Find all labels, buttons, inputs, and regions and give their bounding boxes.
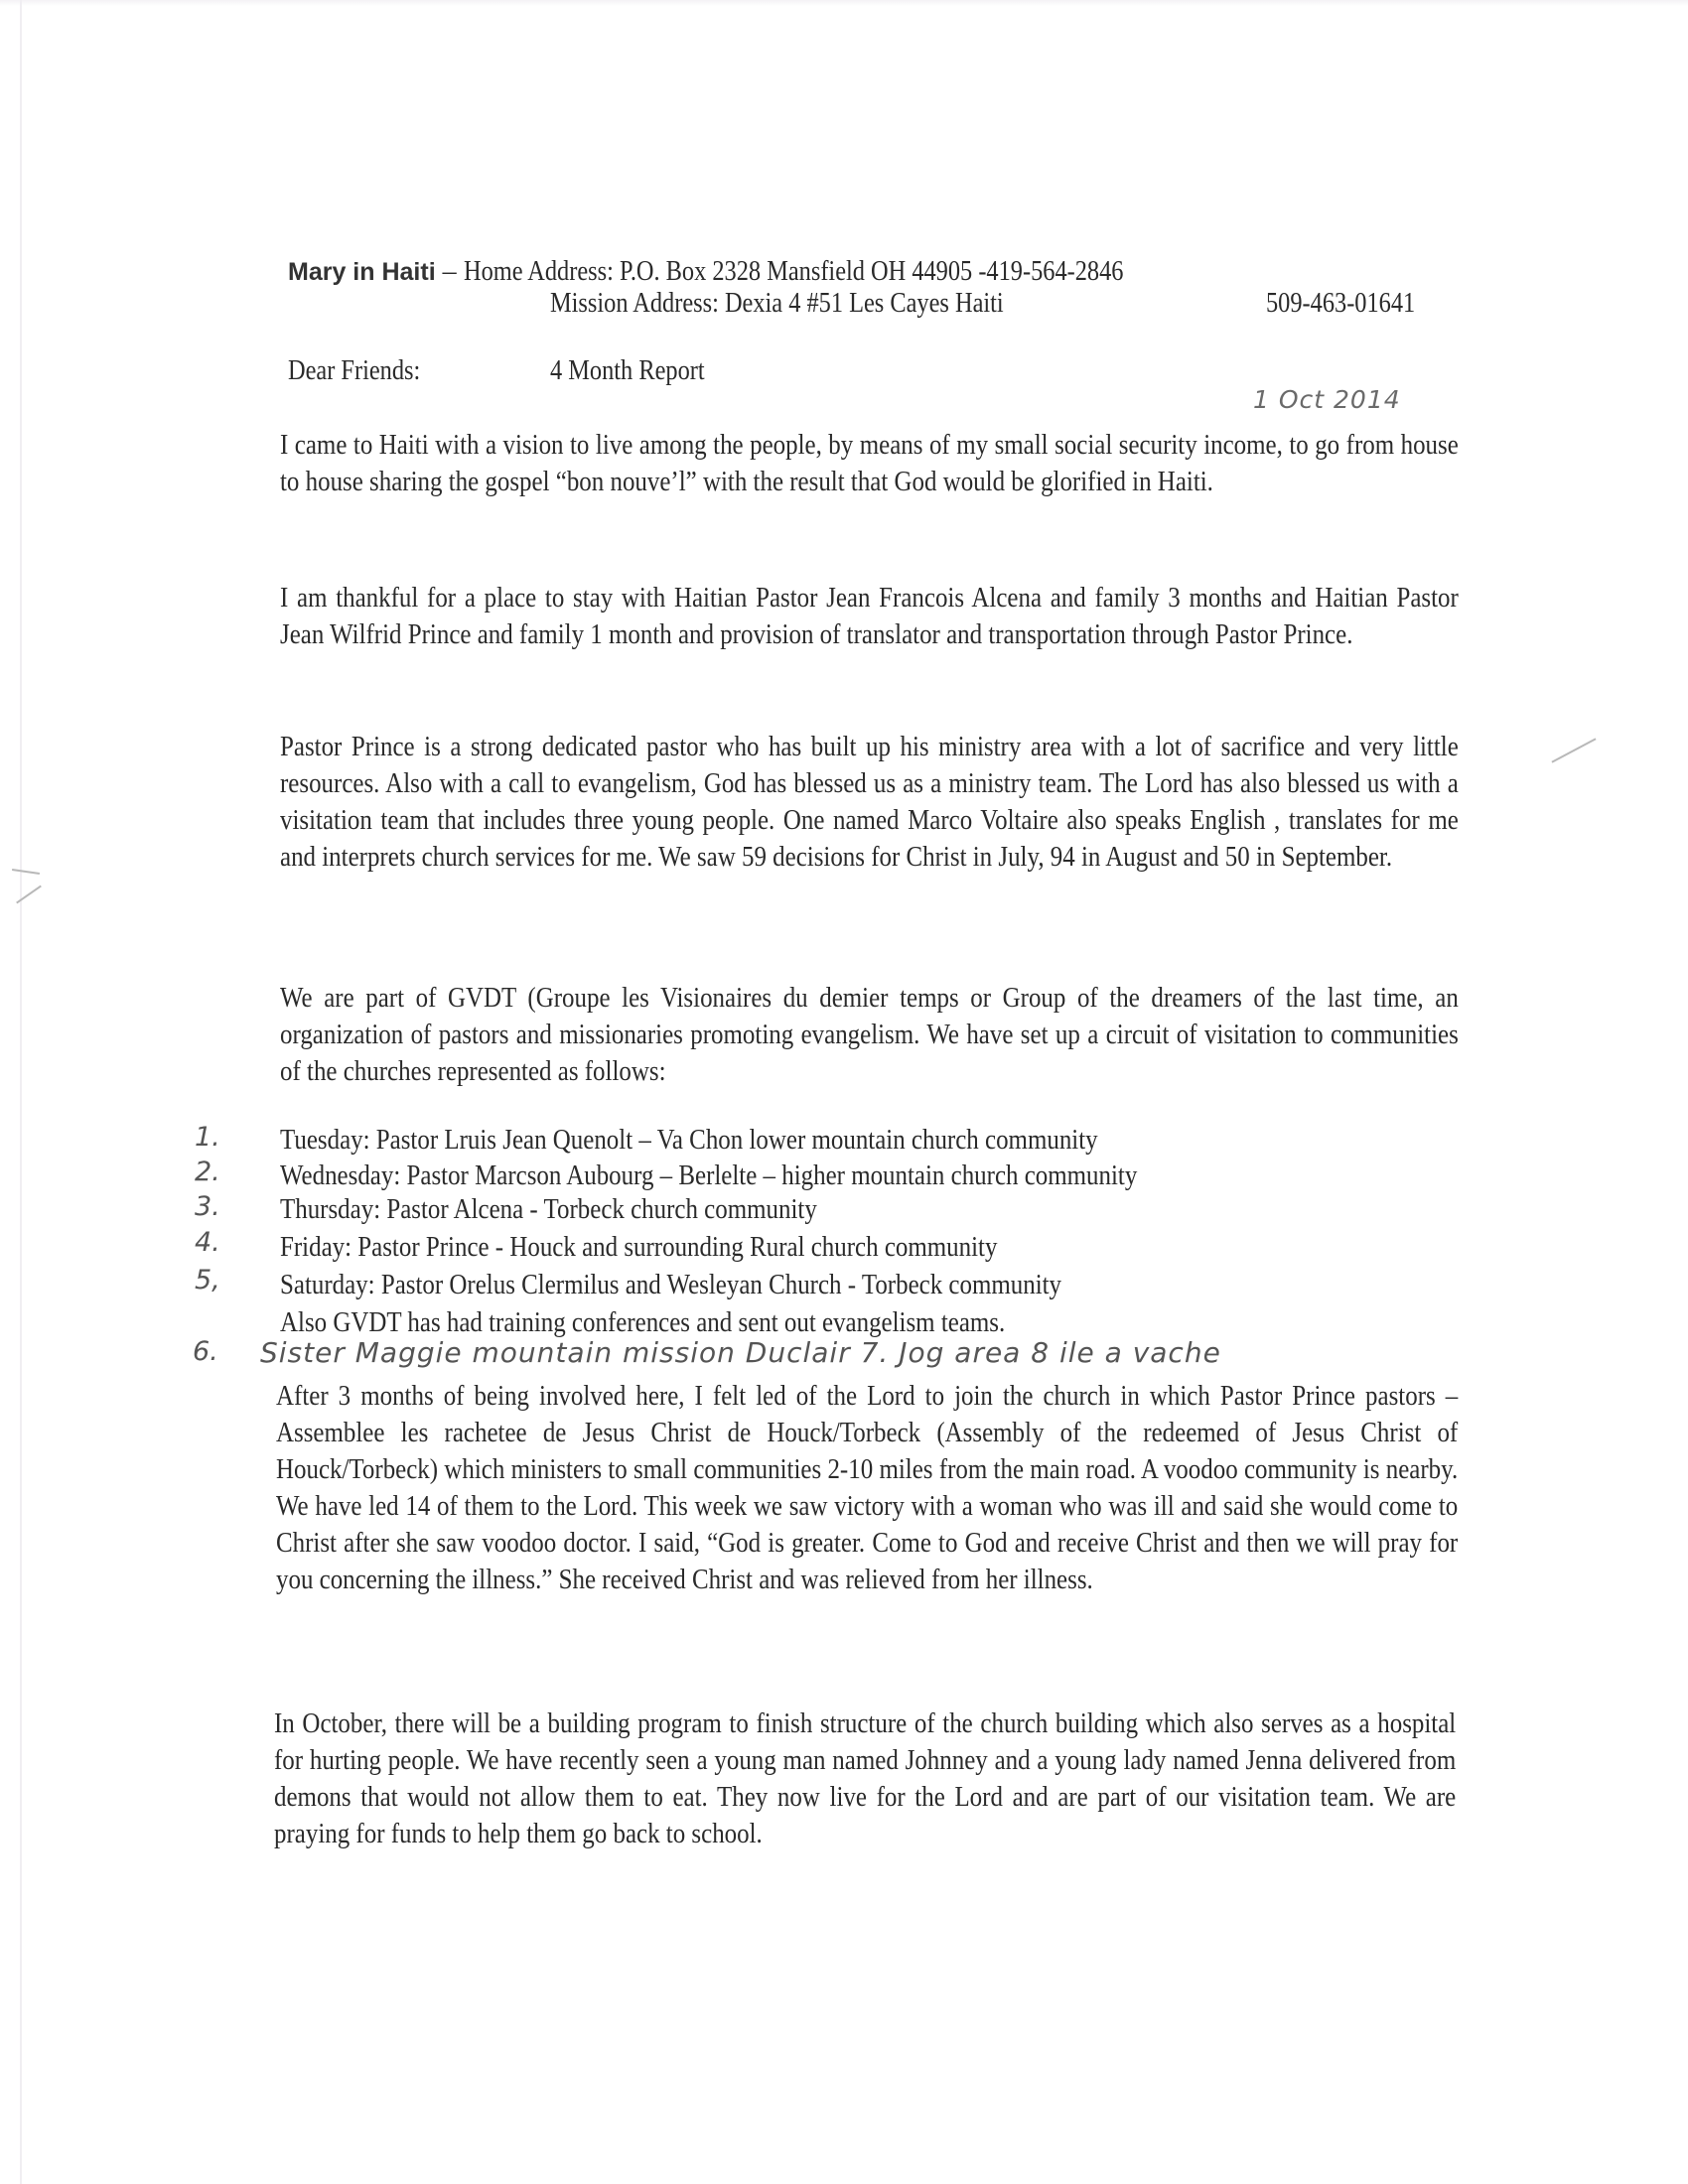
handwritten-number: 2. <box>195 1157 220 1187</box>
report-title: 4 Month Report <box>550 355 705 386</box>
schedule-text: Thursday: Pastor Alcena - Torbeck church community <box>280 1193 817 1225</box>
paragraph-thanks: I am thankful for a place to stay with Haitian Pastor Jean Francois Alcena and family 3 months and Haitian Pastor Jean Wilfrid Prince and family 1 month and provision of translator and transportation through Pastor Prince. <box>280 582 1459 650</box>
schedule-text: Wednesday: Pastor Marcson Aubourg – Berlelte – higher mountain church community <box>280 1160 1138 1191</box>
handwritten-date: 1 Oct 2014 <box>1253 385 1401 414</box>
handwritten-note: Sister Maggie mountain mission Duclair 7. Jog area 8 ile a vache <box>260 1336 1221 1369</box>
handwritten-number: 5, <box>195 1265 220 1296</box>
scan-edge-left <box>20 0 22 2184</box>
mission-phone: 509-463-01641 <box>1266 288 1416 319</box>
scan-mark <box>12 869 40 875</box>
handwritten-number: 4. <box>195 1227 220 1258</box>
handwritten-number: 6. <box>193 1336 218 1367</box>
handwritten-number: 3. <box>195 1191 220 1222</box>
schedule-text: Saturday: Pastor Orelus Clermilus and Wesleyan Church - Torbeck community <box>280 1269 1062 1300</box>
paragraph-pastor-prince: Pastor Prince is a strong dedicated pastor who has built up his ministry area with a lot of sacrifice and very little resources. Also with a call to evangelism, God has blessed us as a ministry team. The Lord has also blessed us with a visitation team that includes three young people. One named Marco Voltaire also speaks English , translates for me and interprets church services for me. We saw 59 decisions for Christ in July, 94 in August and 50 in September. <box>280 731 1459 873</box>
header-line-1 <box>288 256 1221 288</box>
handwritten-number: 1. <box>195 1122 220 1153</box>
paragraph-gvdt: We are part of GVDT (Groupe les Visionaires du demier temps or Group of the dreamers of the last time, an organization of pastors and missionaries promoting evangelism. We have set up a circuit of visitation to communities of the churches represented as follows: <box>280 982 1459 1087</box>
mission-address: Mission Address: Dexia 4 #51 Les Cayes Haiti <box>550 288 1004 319</box>
schedule-text: Friday: Pastor Prince - Houck and surrounding Rural church community <box>280 1231 998 1263</box>
paragraph-vision: I came to Haiti with a vision to live among the people, by means of my small social security income, to go from house to house sharing the gospel “bon nouve’l” with the result that God would be glorified in Haiti. <box>280 429 1459 497</box>
salutation: Dear Friends: <box>288 355 421 386</box>
home-address: Home Address: P.O. Box 2328 Mansfield OH 44905 -419-564-2846 <box>463 256 1124 287</box>
header-dash: – <box>442 256 457 287</box>
paragraph-church: After 3 months of being involved here, I felt led of the Lord to join the church in which Pastor Prince pastors – Assemblee les rachetee de Jesus Christ de Houck/Torbeck (Assembly of the redeemed of Jesus Christ of Houck/Torbeck) which ministers to small communities 2-10 miles from the main road. A voodoo community is nearby. We have led 14 of them to the Lord. This week we saw victory with a woman who was ill and said she would come to Christ after she saw voodoo doctor. I said, “God is greater. Come to God and receive Christ and then we will pray for you concerning the illness.” She received Christ and was relieved from her illness. <box>276 1380 1459 1595</box>
scan-mark <box>1551 738 1596 762</box>
also-gvdt-line: Also GVDT has had training conferences and sent out evangelism teams. <box>280 1306 1006 1338</box>
schedule-text: Tuesday: Pastor Lruis Jean Quenolt – Va Chon lower mountain church community <box>280 1124 1098 1156</box>
paragraph-october: In October, there will be a building program to finish structure of the church building which also serves as a hospital for hurting people. We have recently seen a young man named Johnney and a young lady named Jenna delivered from demons that would not allow them to eat. They now live for the Lord and are part of our visitation team. We are praying for funds to help them go back to school. <box>274 1707 1457 1849</box>
scan-edge-top <box>0 0 1688 6</box>
brand-name: Mary in Haiti <box>288 258 436 286</box>
